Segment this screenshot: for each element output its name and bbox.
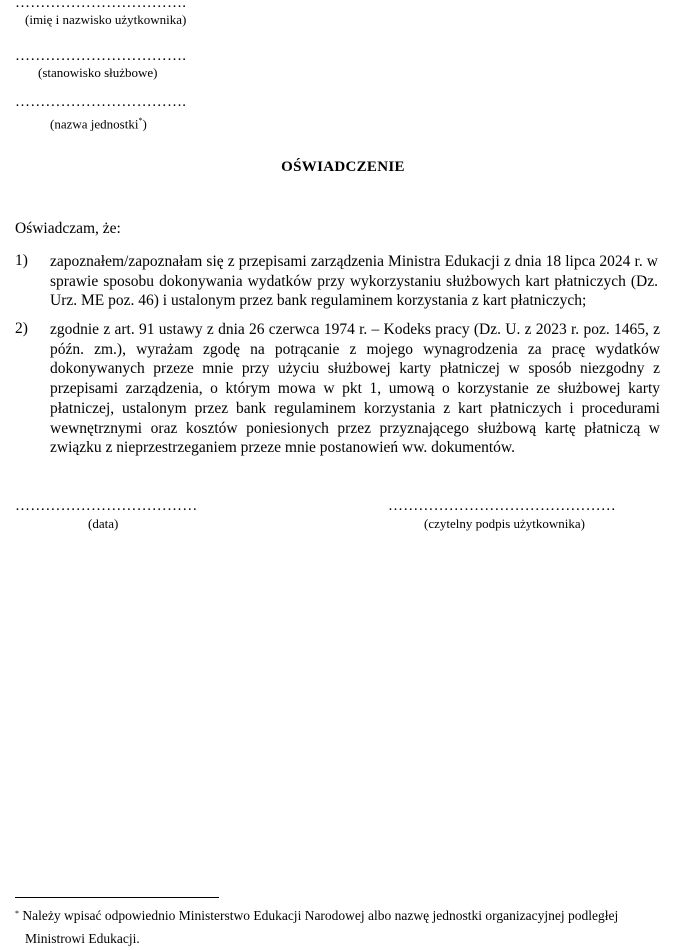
item-1-text: zapoznałem/zapoznałam się z przepisami zarządzenia Ministra Edukacji z dnia 18 lipca 2024 r. w sprawie sposobu dokonywania wydatków przy wykorzystaniu służbowych kart płatniczych (Dz. Urz. ME poz. 46) i ustalonym przez bank regulaminem korzystania z kart płatniczych; xyxy=(50,253,658,310)
unit-caption-end: ) xyxy=(142,116,147,132)
signature-caption: (czytelny podpis użytkownika) xyxy=(424,516,586,531)
footnote-line-2: Ministrowi Edukacji. xyxy=(25,931,140,946)
date-caption: (data) xyxy=(88,516,119,531)
position-caption: (stanowisko służbowe) xyxy=(38,65,158,80)
footnote-text-1: Należy wpisać odpowiednio Ministerstwo Edukacji Narodowej albo nazwę jednostki organizacyjnej podległej xyxy=(22,908,619,923)
item-2-text: zgodnie z art. 91 ustawy z dnia 26 czerwca 1974 r. – Kodeks pracy (Dz. U. z 2023 r. poz. 1465, z późn. zm.), wyrażam zgodę na potrącanie z mojego wynagrodzenia za pracę wydatków dokonywanych przeze mnie przy użyciu służbowej karty płatniczej w sposób niezgodny z przepisami zarządzenia, o którym mowa w pkt 1, umową o korzystanie ze służbowej karty płatniczej, ustalonym przez bank regulaminem korzystania z kart płatniczych i procedurami wewnętrznymi oraz kosztów poniesionych przez przyznającego służbową kartę płatniczą w związku z nieprzestrzeganiem przeze mnie postanowień ww. dokumentów. xyxy=(50,321,660,457)
footnote-mark: * xyxy=(15,909,19,918)
user-name-dots: ……………………………. xyxy=(15,0,187,11)
unit-caption-text: (nazwa jednostki xyxy=(50,116,139,132)
footnote-line-1 xyxy=(15,904,663,927)
intro-text: Oświadczam, że: xyxy=(15,220,121,237)
user-name-caption: (imię i nazwisko użytkownika) xyxy=(25,12,187,27)
date-dots: ……………………………… xyxy=(15,498,198,514)
item-1-number: 1) xyxy=(15,252,28,269)
position-dots: ……………………………. xyxy=(15,48,187,64)
unit-footnote-mark: * xyxy=(138,116,143,125)
item-2-number: 2) xyxy=(15,320,28,337)
unit-dots: ……………………………. xyxy=(15,94,187,110)
signature-dots: ……………………………………… xyxy=(388,498,616,514)
footnote-separator xyxy=(15,897,219,898)
document-title: OŚWIADCZENIE xyxy=(281,159,405,175)
footnote xyxy=(15,904,663,950)
unit-caption xyxy=(50,116,147,132)
